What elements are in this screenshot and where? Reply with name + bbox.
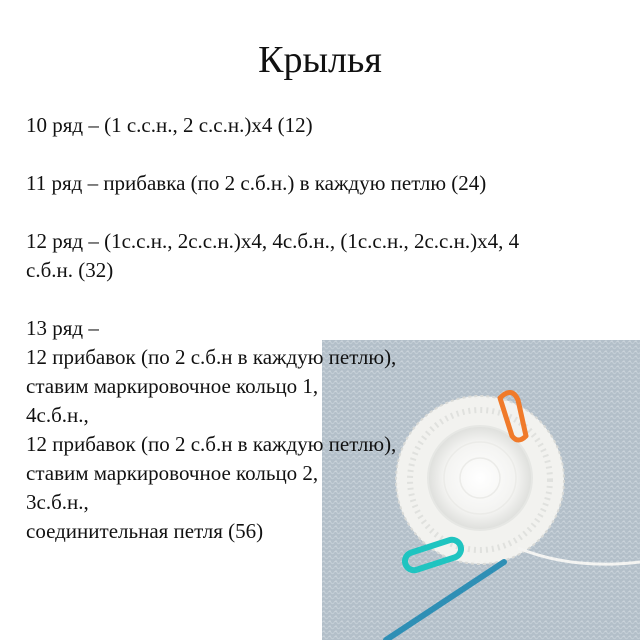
row-10-text: 10 ряд – (1 с.с.н., 2 с.с.н.)х4 (12) xyxy=(26,113,313,137)
row-13-step-5: ставим маркировочное кольцо 2, xyxy=(26,461,319,485)
row-13-step-2: ставим маркировочное кольцо 1, xyxy=(26,374,319,398)
row-13-step-4: 12 прибавок (по 2 с.б.н в каждую петлю), xyxy=(26,432,397,456)
row-13-step-3: 4с.б.н., xyxy=(26,403,89,427)
page-title: Крылья xyxy=(258,39,382,81)
row-13-heading: 13 ряд – xyxy=(26,316,99,340)
row-13-step-1: 12 прибавок (по 2 с.б.н в каждую петлю), xyxy=(26,345,397,369)
row-13-step-7: соединительная петля (56) xyxy=(26,519,264,543)
crochet-photo xyxy=(322,340,640,640)
row-11-text: 11 ряд – прибавка (по 2 с.б.н.) в каждую петлю (24) xyxy=(26,171,487,195)
row-12-text: 12 ряд – (1с.с.н., 2с.с.н.)х4, 4с.б.н., (1с.с.н., 2с.с.н.)х4, 4 xyxy=(26,229,520,253)
row-12-text-cont: с.б.н. (32) xyxy=(26,258,114,282)
row-13-step-6: 3с.б.н., xyxy=(26,490,89,514)
